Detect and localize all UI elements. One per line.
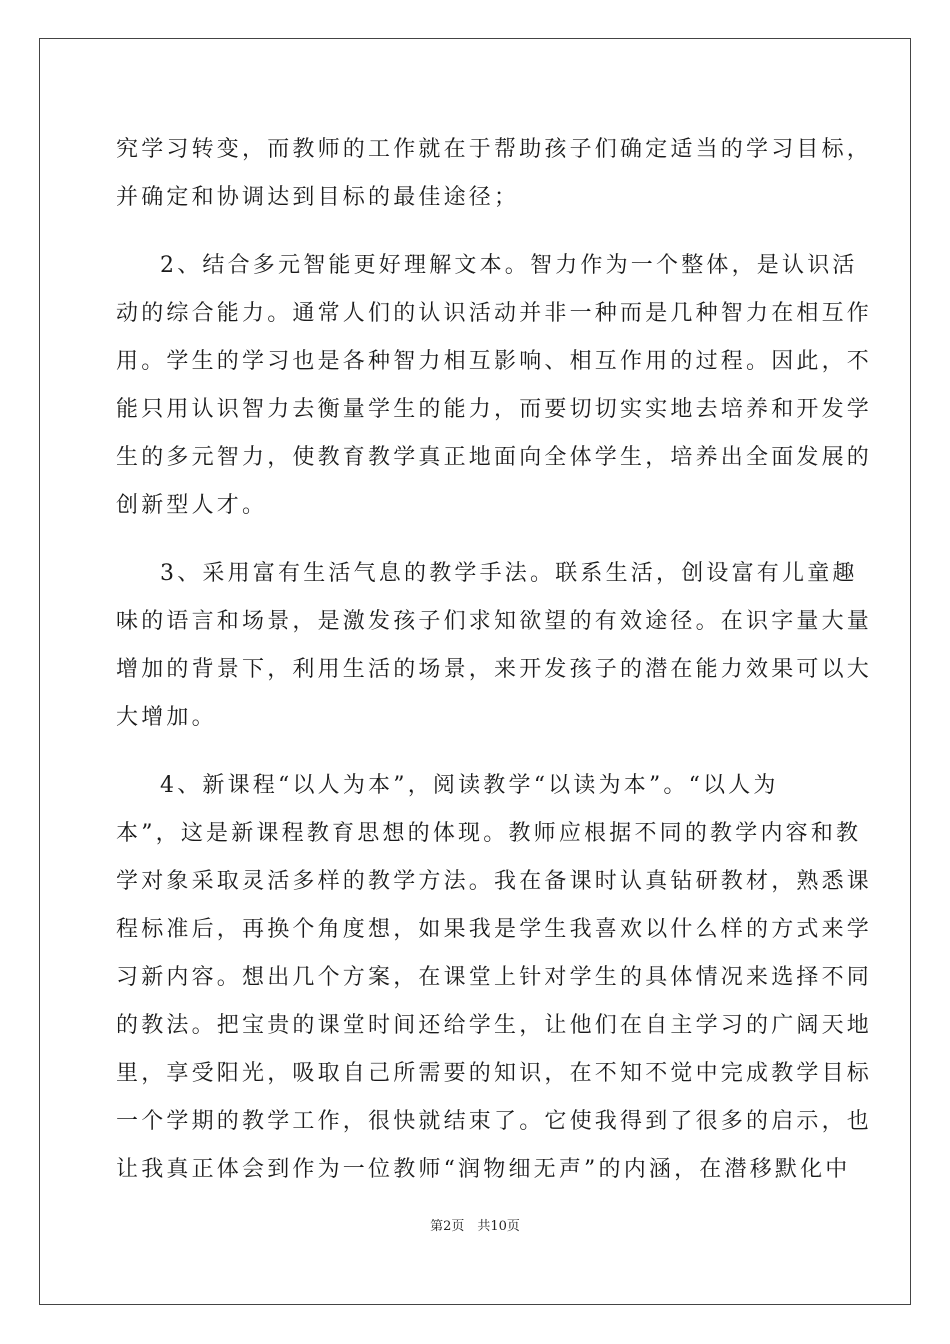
text-line: 用。学生的学习也是各种智力相互影响、相互作用的过程。因此，不	[116, 349, 873, 374]
text-line: 究学习转变，而教师的工作就在于帮助孩子们确定适当的学习目标，	[116, 137, 873, 162]
text-line: 一个学期的教学工作，很快就结束了。它使我得到了很多的启示，也	[116, 1109, 873, 1134]
text-line: 并确定和协调达到目标的最佳途径；	[116, 185, 520, 210]
document-body	[116, 126, 873, 1194]
text-line: 程标准后，再换个角度想，如果我是学生我喜欢以什么样的方式来学	[116, 917, 873, 942]
text-line: 2、结合多元智能更好理解文本。智力作为一个整体，是认识活	[160, 253, 858, 278]
paragraph-gap	[116, 742, 836, 762]
text-line: 本”，这是新课程教育思想的体现。教师应根据不同的教学内容和教	[116, 821, 862, 846]
text-line: 的教法。把宝贵的课堂时间还给学生，让他们在自主学习的广阔天地	[116, 1013, 873, 1038]
text-line: 让我真正体会到作为一位教师“润物细无声”的内涵，在潜移默化中	[116, 1157, 851, 1182]
page-number: 第2页 共10页	[430, 1219, 520, 1234]
text-line: 习新内容。想出几个方案，在课堂上针对学生的具体情况来选择不同	[116, 965, 873, 990]
paragraph-gap	[116, 222, 836, 242]
paragraph-gap	[116, 530, 836, 550]
paragraph	[116, 126, 873, 222]
text-line: 里，享受阳光，吸取自己所需要的知识，在不知不觉中完成教学目标	[116, 1061, 873, 1086]
text-line: 3、采用富有生活气息的教学手法。联系生活，创设富有儿童趣	[160, 561, 858, 586]
text-line: 动的综合能力。通常人们的认识活动并非一种而是几种智力在相互作	[116, 301, 873, 326]
text-line: 增加的背景下，利用生活的场景，来开发孩子的潜在能力效果可以大	[116, 657, 873, 682]
paragraph	[116, 550, 873, 742]
text-line: 味的语言和场景，是激发孩子们求知欲望的有效途径。在识字量大量	[116, 609, 873, 634]
text-line: 生的多元智力，使教育教学真正地面向全体学生，培养出全面发展的	[116, 445, 873, 470]
text-line: 能只用认识智力去衡量学生的能力，而要切切实实地去培养和开发学	[116, 397, 873, 422]
paragraph	[116, 762, 873, 1194]
text-line: 创新型人才。	[116, 493, 268, 518]
text-line: 学对象采取灵活多样的教学方法。我在备课时认真钻研教材，熟悉课	[116, 869, 873, 894]
paragraph	[116, 242, 873, 530]
text-line: 大增加。	[116, 705, 217, 730]
text-line: 4、新课程“以人为本”，阅读教学“以读为本”。“以人为	[160, 773, 779, 798]
